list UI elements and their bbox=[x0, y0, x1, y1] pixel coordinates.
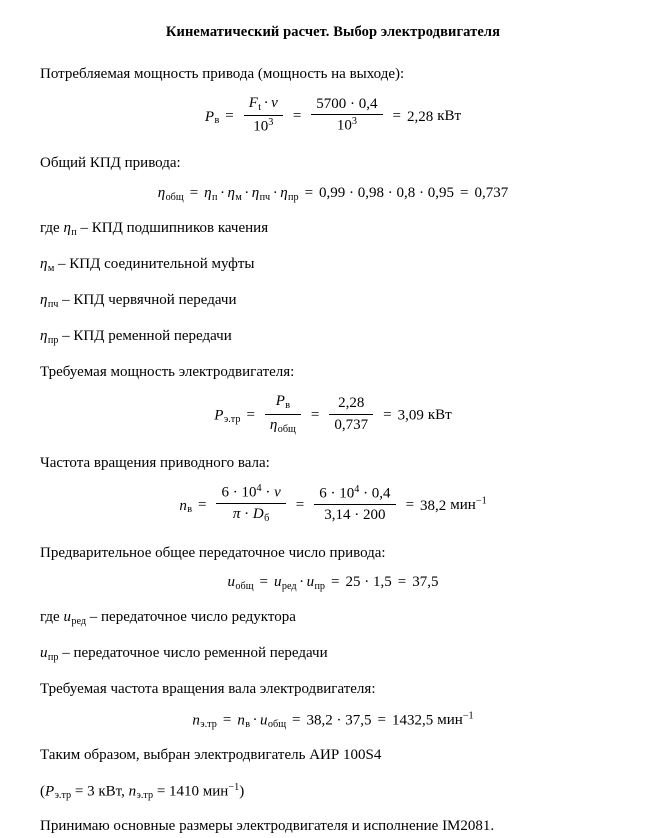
symbol-eta: η bbox=[63, 219, 71, 236]
paragraph-power-intro: Потребляемая мощность привода (мощность на выходе): bbox=[40, 66, 405, 82]
term2-symbol: u bbox=[260, 712, 268, 729]
denominator-value-base: 10 bbox=[336, 117, 352, 134]
paragraph-selected-motor: Таким образом, выбран электродвигатель АИР 100S4 bbox=[40, 747, 382, 764]
formula-unit: кВт bbox=[427, 407, 452, 424]
term3-subscript: пч bbox=[259, 191, 271, 203]
paragraph-eta-belt-drive bbox=[40, 325, 626, 348]
numerator-tail: · bbox=[261, 484, 275, 501]
formula-unit: мин bbox=[450, 497, 476, 514]
numerator-subscript: t bbox=[258, 101, 262, 113]
paragraph-total-ratio: Предварительное общее передаточное число привода: bbox=[40, 544, 386, 561]
definition-text: – передаточное число редуктора bbox=[86, 608, 296, 625]
paragraph-eta-worm-gear bbox=[40, 289, 626, 312]
numerator-value-tail: · 0,4 bbox=[359, 485, 391, 502]
formula-lhs-symbol: u bbox=[227, 574, 236, 590]
definition-text: – передаточное число ременной передачи bbox=[58, 644, 328, 661]
unit-exponent: −1 bbox=[228, 781, 240, 793]
symbol-subscript: пч bbox=[47, 298, 59, 310]
paren-open: ( bbox=[40, 783, 45, 800]
formula-result: 2,28 bbox=[407, 108, 434, 125]
label-where: где bbox=[40, 608, 64, 625]
formula-values: 0,99 · 0,98 · 0,8 · 0,95 bbox=[319, 184, 455, 201]
term1-subscript: п bbox=[212, 191, 218, 203]
term1-symbol: η bbox=[204, 184, 212, 201]
formula-lhs-symbol: P bbox=[214, 407, 224, 424]
page-title: Кинематический расчет. Выбор электродвигателя bbox=[165, 24, 501, 40]
value-power: = 3 кВт, bbox=[71, 783, 129, 800]
numerator-value: 2,28 bbox=[329, 394, 373, 415]
paragraph-required-motor-power: Требуемая мощность электродвигателя: bbox=[40, 364, 295, 381]
denominator-pi: π bbox=[232, 506, 241, 523]
denominator-value: 0,737 bbox=[334, 416, 369, 433]
symbol-p-subscript: э.тр bbox=[54, 790, 72, 802]
formula-unit-exponent: −1 bbox=[475, 495, 487, 507]
fraction-values bbox=[329, 394, 373, 435]
paragraph-u-reducer bbox=[40, 606, 626, 629]
denominator-subscript: общ bbox=[277, 423, 296, 435]
formula-result: 1432,5 bbox=[391, 712, 434, 729]
term2-subscript: м bbox=[235, 191, 242, 203]
formula-result: 0,737 bbox=[474, 184, 509, 201]
numerator-subscript: в bbox=[285, 399, 291, 411]
denominator-operator: · bbox=[240, 506, 253, 523]
fraction-expression bbox=[244, 94, 283, 137]
numerator-variable: v bbox=[271, 94, 278, 111]
symbol-eta: η bbox=[40, 292, 48, 309]
formula-lhs-symbol: P bbox=[204, 108, 215, 125]
term2-subscript: общ bbox=[267, 719, 287, 731]
symbol-subscript: м bbox=[47, 262, 55, 274]
fraction-values bbox=[314, 484, 395, 525]
term2-subscript: пр bbox=[314, 580, 326, 592]
numerator-value: 5700 · 0,4 bbox=[311, 95, 382, 116]
symbol-n-subscript: э.тр bbox=[136, 790, 154, 802]
paren-close: ) bbox=[239, 783, 245, 800]
numerator-symbol: P bbox=[275, 393, 285, 410]
denominator-base: 10 bbox=[253, 118, 269, 135]
fraction-values bbox=[311, 95, 382, 136]
symbol-p: P bbox=[45, 783, 55, 800]
term4-subscript: пр bbox=[288, 191, 299, 203]
formula-unit: кВт bbox=[437, 108, 462, 125]
formula-lhs-subscript: э.тр bbox=[200, 719, 217, 731]
formula-total-efficiency: $\eta_{общ} = \eta_п \cdot \eta_м \cdot \eta_{пч} \cdot \eta_{пр} = 0,99 \cdot 0,98 \cdot 0,8 \cdot 0,95 = 0,737$ bbox=[157, 184, 509, 203]
term1-subscript: в bbox=[245, 719, 251, 731]
term4-symbol: η bbox=[280, 184, 288, 201]
formula-output-power: $P_в$ = $\frac{F_t \cdot v}{10^3}$ = $\frac{5700 \cdot 0,4}{10^3}$ = 2,28 кВт bbox=[204, 94, 462, 135]
term2-symbol: η bbox=[227, 184, 235, 201]
symbol-eta: η bbox=[40, 255, 48, 272]
formula-required-motor-speed: $n_{э.тр} = n_в \cdot u_{общ} = 38,2 \cdot 37,5 = 1432,5$ мин$^{-1}$ bbox=[192, 710, 474, 731]
formula-lhs-symbol: n bbox=[192, 712, 200, 729]
formula-lhs-subscript: общ bbox=[235, 580, 254, 592]
numerator-value-base: 6 · 10 bbox=[319, 485, 355, 502]
definition-text: – КПД подшипников качения bbox=[76, 219, 269, 236]
numerator-symbol: F bbox=[248, 94, 258, 111]
numerator-exponent: 4 bbox=[256, 482, 262, 494]
formula-result: 3,09 bbox=[397, 407, 424, 424]
formula-values: 38,2 · 37,5 bbox=[306, 712, 372, 729]
term1-subscript: ред bbox=[281, 580, 297, 592]
formula-values: 25 · 1,5 bbox=[345, 574, 392, 590]
numerator-value-exponent: 4 bbox=[354, 483, 360, 495]
definition-text: – КПД червячной передачи bbox=[58, 292, 237, 309]
denominator-variable: D bbox=[252, 506, 264, 523]
symbol-n: n bbox=[128, 783, 137, 800]
value-speed: = 1410 мин bbox=[153, 783, 229, 800]
formula-result: 37,5 bbox=[412, 574, 439, 590]
symbol-u: u bbox=[40, 644, 48, 661]
formula-lhs-symbol: n bbox=[179, 497, 187, 514]
formula-required-power: $P_{э.тр}$ = $\frac{P_в}{\eta_{общ}}$ = $\frac{2,28}{0,737}$ = 3,09 кВт bbox=[214, 393, 452, 435]
term2-symbol: u bbox=[306, 574, 315, 590]
paragraph-required-motor-speed: Требуемая частота вращения вала электродвигателя: bbox=[40, 681, 376, 698]
denominator-value: 3,14 · 200 bbox=[324, 507, 386, 524]
numerator-base: 6 · 10 bbox=[221, 484, 257, 501]
formula-lhs-subscript: в bbox=[187, 504, 193, 516]
formula-total-gear-ratio: $u_{общ} = u_{ред} \cdot u_{пр} = 25 \cdot 1,5 = 37,5$ bbox=[227, 574, 439, 592]
paragraph-efficiency-intro: Общий КПД привода: bbox=[40, 155, 181, 172]
symbol-subscript: пр bbox=[47, 651, 59, 663]
formula-drive-shaft-speed: $n_в$ = $\frac{6 \cdot 10^4 \cdot v}{\pi \cdot D_б}$ = $\frac{6 \cdot 10^4 \cdot 0,4}{3,14 \cdot 200}$ = 38,2 мин$^{-1}$ bbox=[179, 482, 487, 524]
formula-result: 38,2 bbox=[420, 497, 447, 514]
fraction-expression bbox=[216, 483, 285, 526]
formula-lhs-subscript: э.тр bbox=[223, 414, 241, 426]
paragraph-shaft-speed: Частота вращения приводного вала: bbox=[40, 455, 270, 472]
denominator-subscript: б bbox=[264, 512, 270, 524]
formula-lhs-subscript: в bbox=[214, 115, 220, 127]
label-where: где bbox=[40, 219, 64, 236]
fraction-expression bbox=[265, 392, 301, 436]
symbol-subscript: п bbox=[71, 226, 77, 238]
symbol-eta: η bbox=[40, 328, 48, 345]
formula-lhs-subscript: общ bbox=[165, 191, 184, 203]
denominator-exponent: 3 bbox=[268, 117, 274, 129]
formula-unit-exponent: −1 bbox=[462, 710, 474, 722]
definition-text: – КПД ременной передачи bbox=[58, 328, 232, 345]
term1-symbol: u bbox=[274, 574, 282, 590]
paragraph-u-belt bbox=[40, 642, 626, 665]
term1-symbol: n bbox=[237, 712, 245, 729]
definition-text: – КПД соединительной муфты bbox=[54, 255, 255, 272]
paragraph-motor-dimensions: Принимаю основные размеры электродвигателя и исполнение IM2081. bbox=[40, 818, 495, 835]
symbol-subscript: ред bbox=[71, 615, 87, 627]
denominator-symbol: η bbox=[269, 416, 278, 433]
paragraph-eta-coupling bbox=[40, 253, 626, 276]
paragraph-eta-bearings bbox=[40, 217, 626, 240]
paragraph-motor-params bbox=[40, 780, 626, 804]
symbol-subscript: пр bbox=[47, 335, 59, 347]
formula-unit: мин bbox=[437, 712, 463, 729]
numerator-variable: v bbox=[274, 484, 281, 501]
term3-symbol: η bbox=[251, 184, 260, 201]
denominator-value-exponent: 3 bbox=[351, 116, 357, 128]
formula-lhs-symbol: η bbox=[157, 184, 166, 201]
symbol-u: u bbox=[63, 608, 71, 625]
multiplication-dot: · bbox=[263, 94, 269, 111]
